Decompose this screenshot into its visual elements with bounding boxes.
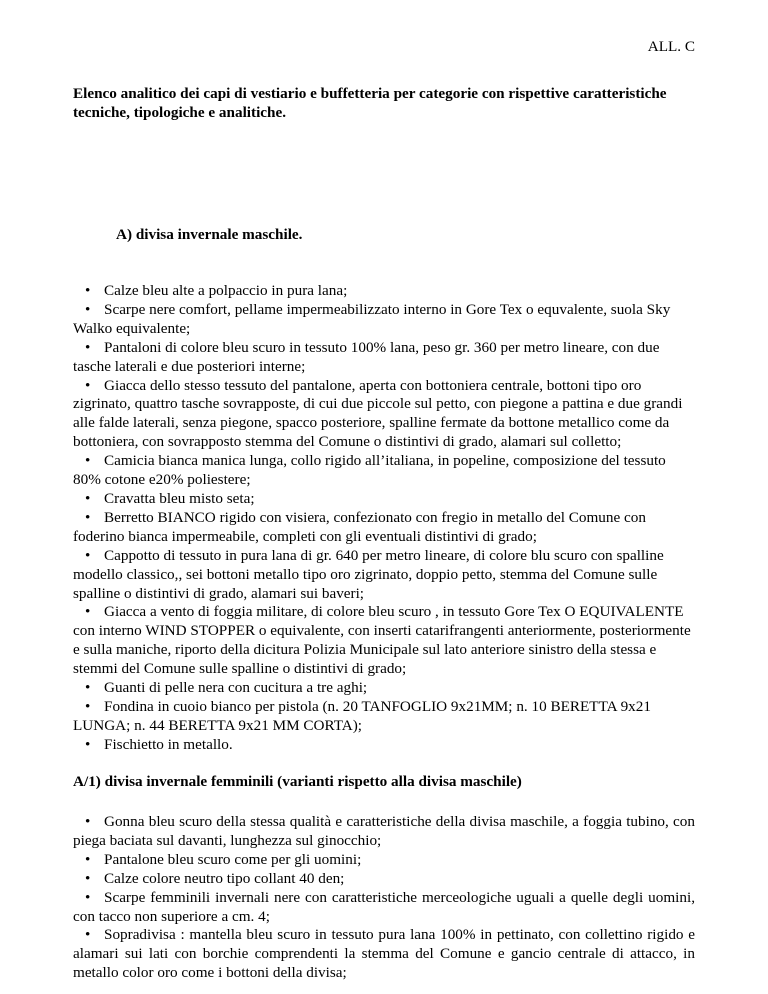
list-item: • Scarpe femminili invernali nere con caratteristiche merceologiche uguali a quelle degli uomini, con tacco non superiore a cm. 4;	[73, 889, 695, 927]
list-item: • Cappotto di tessuto in pura lana di gr. 640 per metro lineare, di colore blu scuro con spalline modello classico,, sei bottoni metallo tipo oro zigrinato, doppio petto, stemma del Comune sulle spalline o distintivi di grado, alamari sui baveri;	[73, 547, 695, 604]
list-item: • Camicia bianca manica lunga, collo rigido all’italiana, in popeline, composizione del tessuto 80% cotone e20% poliestere;	[73, 452, 695, 490]
list-item: • Scarpe nere comfort, pellame impermeabilizzato interno in Gore Tex o equvalente, suola Sky Walko equivalente;	[73, 301, 695, 339]
list-item: • Fischietto in metallo.	[73, 736, 695, 755]
attachment-reference: ALL. C	[647, 38, 695, 55]
winter-male-item-list	[73, 282, 695, 755]
section-heading-winter-male: A) divisa invernale maschile.	[116, 226, 303, 243]
list-item: • Sopradivisa : mantella bleu scuro in tessuto pura lana 100% in pettinato, con collettino rigido e alamari sui lati con borchie comprendenti la stemma del Comune e gancio centrale di attacco, in metallo color oro come i bottoni della divisa;	[73, 926, 695, 983]
list-item: • Cravatta bleu misto seta;	[73, 490, 695, 509]
section-heading-winter-female: A/1) divisa invernale femminili (varianti rispetto alla divisa maschile)	[73, 773, 522, 790]
list-item: • Giacca dello stesso tessuto del pantalone, aperta con bottoniera centrale, bottoni tipo oro zigrinato, quattro tasche sovrapposte, di cui due piccole sul petto, con piegone a pattina e due grandi alle falde laterali, senza piegone, spacco posteriore, spalline fermate da bottone metallico come da bottoniera, con sovrapposto stemma del Comune o distintivi di grado, alamari sul colletto;	[73, 377, 695, 453]
list-item: • Calze bleu alte a polpaccio in pura lana;	[73, 282, 695, 301]
list-item: • Guanti di pelle nera con cucitura a tre aghi;	[73, 679, 695, 698]
list-item: • Calze colore neutro tipo collant 40 den;	[73, 870, 695, 889]
list-item: • Gonna bleu scuro della stessa qualità e caratteristiche della divisa maschile, a foggia tubino, con piega baciata sul davanti, lunghezza sul ginocchio;	[73, 813, 695, 851]
list-item: • Berretto BIANCO rigido con visiera, confezionato con fregio in metallo del Comune con foderino bianca impermeabile, completi con gli eventuali distintivi di grado;	[73, 509, 695, 547]
list-item: • Giacca a vento di foggia militare, di colore bleu scuro , in tessuto Gore Tex O EQUIVALENTE con interno WIND STOPPER o equivalente, con inserti catarifrangenti anteriormente, posteriormente e sulla maniche, riporto della dicitura Polizia Municipale sul lato anteriore sinistro della stessa e stemmi del Comune sulle spalline o distintivi di grado;	[73, 603, 695, 679]
list-item: • Pantaloni di colore bleu scuro in tessuto 100% lana, peso gr. 360 per metro lineare, con due tasche laterali e due posteriori interne;	[73, 339, 695, 377]
winter-female-item-list	[73, 813, 695, 983]
document-title: Elenco analitico dei capi di vestiario e buffetteria per categorie con rispettive caratteristiche tecniche, tipologiche e analitiche.	[73, 85, 667, 121]
list-item: • Pantalone bleu scuro come per gli uomini;	[73, 851, 695, 870]
list-item: • Fondina in cuoio bianco per pistola (n. 20 TANFOGLIO 9x21MM; n. 10 BERETTA 9x21 LUNGA; n. 44 BERETTA 9x21 MM CORTA);	[73, 698, 695, 736]
